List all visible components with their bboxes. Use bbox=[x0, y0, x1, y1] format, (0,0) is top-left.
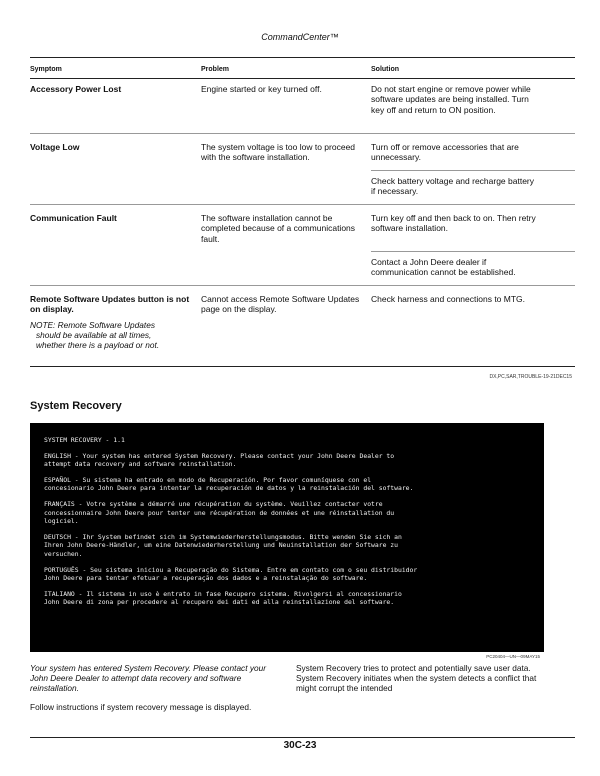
solution-cell: Contact a John Deere dealer if communication cannot be established. bbox=[371, 257, 516, 278]
row-divider bbox=[30, 204, 575, 205]
column-header-problem: Problem bbox=[201, 66, 230, 73]
screen-line: ITALIANO - Il sistema in uso è entrato in fase Recupero sistema. Rivolgersi al concessionario John Deere di zona per procedere al recupero dei dati ed alla reinstallazione del software. bbox=[44, 589, 402, 607]
symptom-cell: Voltage Low bbox=[30, 142, 80, 152]
note-text bbox=[30, 320, 200, 350]
symptom-cell: Remote Software Updates button is not on display. bbox=[30, 294, 190, 315]
screen-line: SYSTEM RECOVERY - 1.1 bbox=[44, 436, 125, 444]
recovery-description: System Recovery tries to protect and potentially save user data. System Recovery initiates when the system detects a conflict that might corrupt the intended bbox=[296, 663, 537, 693]
footer-rule bbox=[30, 737, 575, 738]
symptom-cell: Accessory Power Lost bbox=[30, 84, 122, 94]
column-header-solution: Solution bbox=[371, 66, 399, 73]
system-recovery-screen bbox=[30, 423, 544, 652]
problem-cell: The system voltage is too low to proceed with the software installation. bbox=[201, 142, 356, 163]
note-line: whether there is a payload or not. bbox=[36, 340, 160, 350]
solution-cell: Turn key off and then back to on. Then retry software installation. bbox=[371, 213, 536, 234]
section-title: System Recovery bbox=[30, 400, 122, 412]
problem-cell: Cannot access Remote Software Updates page on the display. bbox=[201, 294, 360, 315]
screen-line: DEUTSCH - Ihr System befindet sich im Systemwiederherstellungsmodus. Bitte wenden Sie sich an Ihren John Deere-Händler, um eine Datenwiederherstellung und Neuinstallation der Software zu versuchen. bbox=[44, 532, 402, 558]
solution-divider bbox=[371, 170, 575, 171]
solution-cell: Check harness and connections to MTG. bbox=[371, 294, 526, 304]
header-rule bbox=[30, 57, 575, 58]
instruction-paragraph: Follow instructions if system recovery message is displayed. bbox=[30, 702, 252, 712]
note-line: NOTE: Remote Software Updates bbox=[30, 320, 155, 330]
solution-cell: Do not start engine or remove power while software updates are being installed. Turn key off and return to ON position. bbox=[371, 84, 531, 115]
note-line: should be available at all times, bbox=[36, 330, 152, 340]
problem-cell: The software installation cannot be completed because of a communications fault. bbox=[201, 213, 356, 244]
figure-caption: Your system has entered System Recovery. Please contact your John Deere Dealer to attempt data recovery and software reinstallation. bbox=[30, 663, 266, 693]
page-number: 30C-23 bbox=[283, 740, 317, 751]
screen-line: ESPAÑOL - Su sistema ha entrado en modo de Recuperación. Por favor comuníquese con el concesionario John Deere para intentar la recuperación de datos y la reinstalación del software. bbox=[44, 475, 414, 493]
figure-code: PC20404—UN—09MAY15 bbox=[486, 654, 540, 659]
table-header-rule bbox=[30, 78, 575, 79]
row-divider bbox=[30, 285, 575, 286]
solution-cell: Turn off or remove accessories that are unnecessary. bbox=[371, 142, 519, 163]
page-header-title: CommandCenter™ bbox=[261, 32, 339, 42]
row-divider bbox=[30, 133, 575, 134]
solution-divider bbox=[371, 251, 575, 252]
problem-cell: Engine started or key turned off. bbox=[201, 84, 322, 94]
screen-line: PORTUGUÊS - Seu sistema iniciou a Recuperação do Sistema. Entre em contato com o seu distribuidor John Deere para tentar efetuar a recuperação dos dados e a reinstalação do software. bbox=[44, 565, 418, 583]
document-code: DX,PC,SAR,TROUBLE-19-21DEC15 bbox=[489, 374, 572, 380]
solution-cell: Check battery voltage and recharge battery if necessary. bbox=[371, 176, 535, 197]
table-bottom-rule bbox=[30, 366, 575, 367]
screen-line: FRANÇAIS - Votre système a démarré une récupération du système. Veuillez contacter votre concessionnaire John Deere pour tenter une récupération de données et une réinstallation du logiciel. bbox=[44, 499, 395, 526]
column-header-symptom: Symptom bbox=[30, 66, 62, 73]
symptom-cell: Communication Fault bbox=[30, 213, 117, 223]
screen-line: ENGLISH - Your system has entered System Recovery. Please contact your John Deere Dealer to attempt data recovery and software reinstallation. bbox=[44, 451, 395, 469]
